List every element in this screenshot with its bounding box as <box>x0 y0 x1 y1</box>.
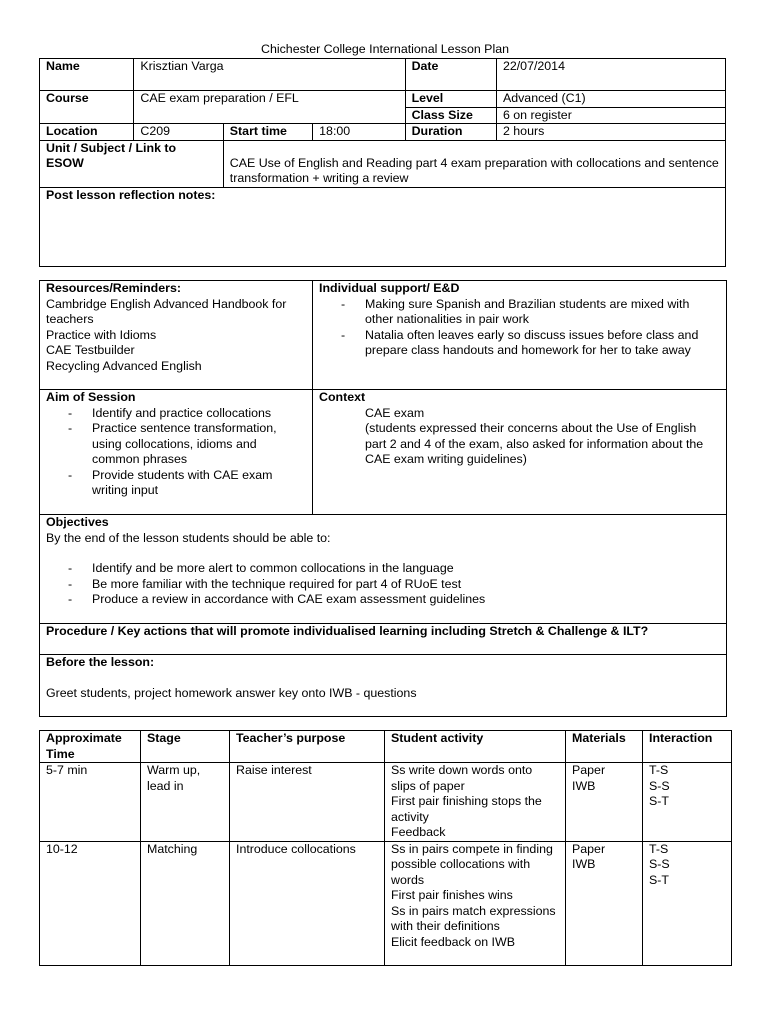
support-cell <box>313 281 727 390</box>
date-value: 22/07/2014 <box>496 59 725 91</box>
activity-line: Feedback <box>391 825 446 839</box>
aim-list <box>46 406 306 499</box>
aim-cell <box>40 390 313 515</box>
class-size-label: Class Size <box>405 107 496 124</box>
header-activity: Student activity <box>385 731 566 763</box>
resource-item: CAE Testbuilder <box>46 343 135 357</box>
header-time: Approximate Time <box>40 731 141 763</box>
level-label: Level <box>405 91 496 108</box>
aim-item: - Identify and practice collocations <box>46 406 306 422</box>
interaction-item: T-S <box>649 763 669 777</box>
reflection-label: Post lesson reflection notes: <box>40 187 726 266</box>
aim-label: Aim of Session <box>46 390 136 404</box>
course-label: Course <box>40 91 134 124</box>
activity-line: Ss in pairs match expressions with their definitions <box>391 903 556 933</box>
header-materials: Materials <box>566 731 643 763</box>
interaction-item: T-S <box>649 841 669 856</box>
class-size-value: 6 on register <box>496 107 725 124</box>
header-interaction: Interaction <box>643 731 732 763</box>
support-label: Individual support/ E&D <box>319 281 460 295</box>
unit-value: CAE Use of English and Reading part 4 exam preparation with collocations and sentence transformation + writing a review <box>223 140 725 187</box>
row-activity <box>385 841 566 965</box>
stages-table <box>39 730 732 966</box>
objective-item: - Produce a review in accordance with CAE exam assessment guidelines <box>46 592 720 608</box>
header-stage: Stage <box>141 731 230 763</box>
interaction-item: S-S <box>649 778 670 793</box>
support-item: - Making sure Spanish and Brazilian students are mixed with other nationalities in pair work <box>319 297 720 328</box>
row-interaction <box>643 841 732 965</box>
support-item: - Natalia often leaves early so discuss issues before class and prepare class handouts and homework for her to take away <box>319 328 720 359</box>
row-materials <box>566 841 643 965</box>
objective-item: - Be more familiar with the technique required for part 4 of RUoE test <box>46 577 720 593</box>
activity-line: First pair finishing stops the activity <box>391 794 542 824</box>
before-lesson-label: Before the lesson: <box>46 655 155 669</box>
row-purpose: Introduce collocations <box>230 841 385 965</box>
objectives-intro: By the end of the lesson students should be able to: <box>46 530 331 545</box>
row-activity <box>385 763 566 842</box>
aim-item: - Provide students with CAE exam writing input <box>46 468 306 499</box>
activity-line: Elicit feedback on IWB <box>391 934 515 949</box>
procedure-label: Procedure / Key actions that will promote individualised learning including Stretch & Challenge & ILT? <box>40 624 727 655</box>
duration-value: 2 hours <box>496 124 725 141</box>
header-purpose: Teacher’s purpose <box>230 731 385 763</box>
material-item: Paper <box>572 841 606 856</box>
interaction-item: S-S <box>649 857 670 871</box>
name-label: Name <box>40 59 134 91</box>
resource-item: Cambridge English Advanced Handbook for teachers <box>46 296 287 326</box>
start-time-value: 18:00 <box>313 124 405 141</box>
material-item: IWB <box>572 778 596 793</box>
objectives-list <box>46 561 720 608</box>
resources-label: Resources/Reminders: <box>46 281 181 295</box>
planning-table <box>39 280 727 717</box>
interaction-item: S-T <box>649 794 669 808</box>
location-value: C209 <box>134 124 223 141</box>
row-stage: Matching <box>141 841 230 965</box>
activity-line: Ss in pairs compete in finding possible collocations with words <box>391 841 553 887</box>
row-purpose: Raise interest <box>230 763 385 842</box>
name-value: Krisztian Varga <box>134 59 405 91</box>
material-item: IWB <box>572 857 596 871</box>
table-row <box>40 841 732 965</box>
course-value: CAE exam preparation / EFL <box>134 91 405 124</box>
activity-line: First pair finishes wins <box>391 888 513 902</box>
start-time-label: Start time <box>223 124 312 141</box>
context-cell <box>313 390 727 515</box>
row-time: 10-12 <box>40 841 141 965</box>
context-line-2: (students expressed their concerns about the Use of English part 2 and 4 of the exam, also asked for information about the CAE exam writing guidelines) <box>365 421 704 466</box>
interaction-item: S-T <box>649 872 669 887</box>
level-value: Advanced (C1) <box>496 91 725 108</box>
before-lesson-text: Greet students, project homework answer key onto IWB - questions <box>46 685 417 700</box>
context-label: Context <box>319 390 366 404</box>
location-label: Location <box>40 124 134 141</box>
support-list <box>319 297 720 359</box>
table-row <box>40 763 732 842</box>
resources-cell <box>40 281 313 390</box>
date-label: Date <box>405 59 496 91</box>
resource-item: Recycling Advanced English <box>46 358 202 373</box>
row-materials <box>566 763 643 842</box>
objective-item: - Identify and be more alert to common collocations in the language <box>46 561 720 577</box>
header-table <box>39 58 726 267</box>
unit-label: Unit / Subject / Link to ESOW <box>40 140 224 187</box>
row-interaction <box>643 763 732 842</box>
objectives-label: Objectives <box>46 515 109 529</box>
material-item: Paper <box>572 763 606 777</box>
row-stage: Warm up, lead in <box>141 763 230 842</box>
activity-line: Ss write down words onto slips of paper <box>391 763 533 793</box>
document-title: Chichester College International Lesson Plan <box>261 42 509 56</box>
aim-item: - Practice sentence transformation, using collocations, idioms and common phrases <box>46 421 306 468</box>
before-lesson-cell <box>40 655 727 717</box>
resource-item: Practice with Idioms <box>46 327 157 342</box>
objectives-cell <box>40 515 727 624</box>
context-line-1: CAE exam <box>365 405 425 420</box>
row-time: 5-7 min <box>40 763 141 842</box>
duration-label: Duration <box>405 124 496 141</box>
